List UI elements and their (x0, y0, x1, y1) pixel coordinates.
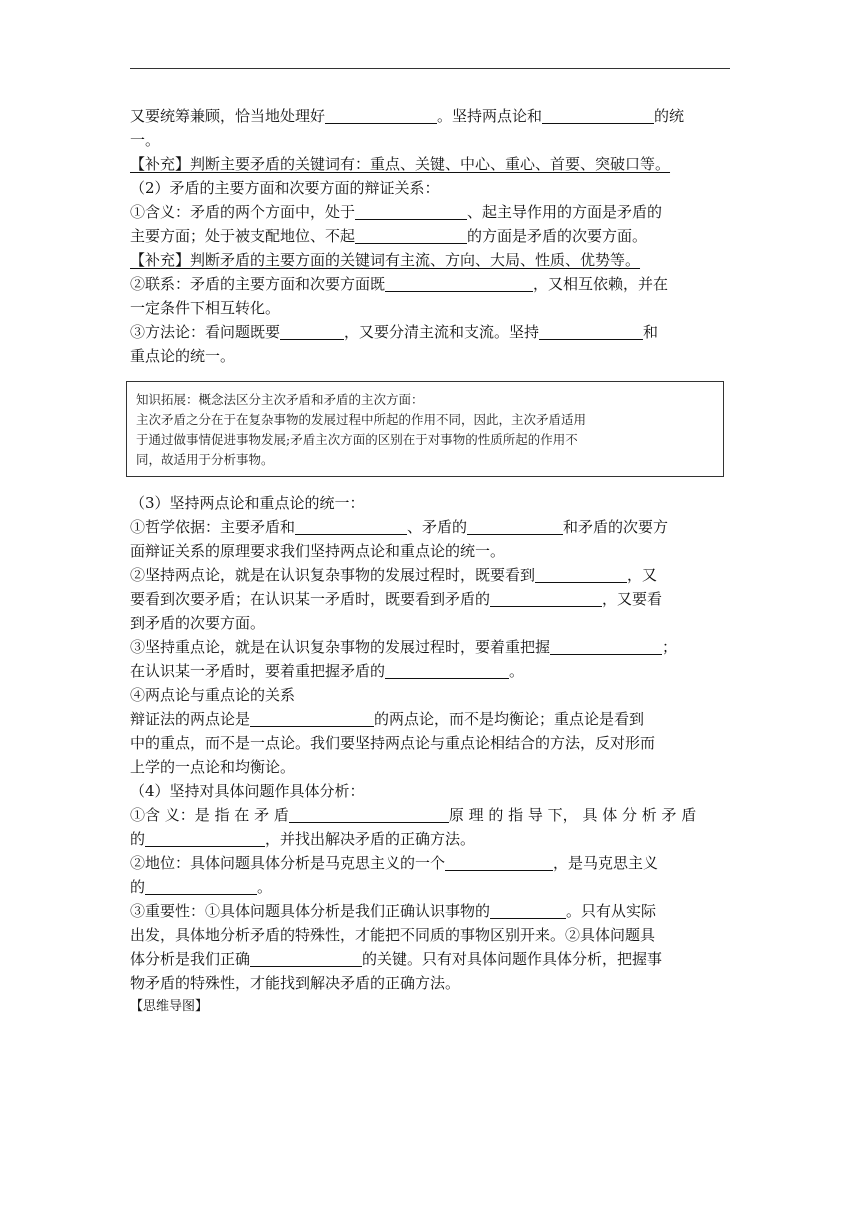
fill-blank[interactable] (385, 274, 533, 292)
fill-blank[interactable] (289, 805, 449, 823)
text-line: 辩证法的两点论是 的两点论，而不是均衡论；重点论是看到 (130, 710, 645, 728)
box-text: 于通过做事情促进事物发展;矛盾主次方面的区别在于对事物的性质所起的作用不 (136, 432, 578, 447)
text-line: ②地位：具体问题具体分析是马克思主义的一个 ，是马克思主义 (130, 854, 659, 872)
fill-blank[interactable] (539, 322, 643, 340)
text-line: 的 。 (130, 878, 273, 896)
text-line (130, 128, 730, 152)
section-heading: （2）矛盾的主要方面和次要方面的辩证关系： (130, 179, 440, 197)
fill-blank[interactable] (445, 853, 553, 871)
text-line: 体分析是我们正确 的关键。只有对具体问题作具体分析，把握事 (130, 950, 663, 968)
fill-blank[interactable] (490, 901, 566, 919)
fill-blank[interactable] (355, 226, 467, 244)
box-text: 主次矛盾之分在于在复杂事物的发展过程中所起的作用不同，因此，主次矛盾适用 (136, 412, 587, 427)
text-line: ①哲学依据：主要矛盾和 、矛盾的 和矛盾的次要方 (130, 518, 669, 536)
supplement-note: 【补充】判断矛盾的主要方面的关键词有主流、方向、大局、性质、优势等。 (130, 251, 641, 269)
mind-map-heading: 【思维导图】 (130, 999, 209, 1014)
text: 一。 (130, 131, 161, 149)
text: 又要统筹兼顾，恰当地处理好 (130, 107, 326, 125)
fill-blank[interactable] (385, 661, 509, 679)
text-line: ①含义：矛盾的两个方面中，处于 、起主导作用的方面是矛盾的 (130, 203, 663, 221)
text-line: 上学的一点论和均衡论。 (130, 758, 296, 776)
fill-blank[interactable] (145, 877, 257, 895)
text-line: 到矛盾的次要方面。 (130, 614, 266, 632)
text-line: ④两点论与重点论的关系 (130, 686, 296, 704)
fill-blank[interactable] (295, 517, 407, 535)
fill-blank[interactable] (535, 565, 627, 583)
text: 的统 (654, 107, 685, 125)
text-line: 面辩证关系的原理要求我们坚持两点论和重点论的统一。 (130, 542, 506, 560)
text-line: 要看到次要矛盾；在认识某一矛盾时，既要看到矛盾的 ，又要看 (130, 590, 663, 608)
text-line: 的 ，并找出解决矛盾的正确方法。 (130, 830, 476, 848)
text-line: 主要方面；处于被支配地位、不起 的方面是矛盾的次要方面。 (130, 227, 648, 245)
section-heading: （4）坚持对具体问题作具体分析： (130, 782, 365, 800)
fill-blank[interactable] (145, 829, 265, 847)
text-line (130, 104, 730, 128)
knowledge-extension-box (126, 381, 724, 477)
text-line: ①含 义：是 指 在 矛 盾 原 理 的 指 导 下， 具 体 分 析 矛 盾 (130, 806, 697, 824)
text-line: ②坚持两点论，就是在认识复杂事物的发展过程时，既要看到 ，又 (130, 566, 658, 584)
text-line: 物矛盾的特殊性，才能找到解决矛盾的正确方法。 (130, 974, 461, 992)
text-line: ③坚持重点论，就是在认识复杂事物的发展过程时，要着重把握 ； (130, 638, 678, 656)
worksheet-content (130, 104, 730, 1019)
text-line: ②联系：矛盾的主要方面和次要方面既 ，又相互依赖，并在 (130, 275, 669, 293)
top-rule (130, 68, 730, 69)
box-text: 同，故适用于分析事物。 (136, 452, 274, 467)
fill-blank[interactable] (355, 202, 467, 220)
fill-blank[interactable] (467, 517, 563, 535)
text-line: 重点论的统一。 (130, 347, 236, 365)
text-line: ③方法论：看问题既要 ，又要分清主流和支流。坚持 和 (130, 323, 659, 341)
text: 。坚持两点论和 (437, 107, 543, 125)
text-line: 在认识某一矛盾时，要着重把握矛盾的 。 (130, 662, 525, 680)
fill-blank[interactable] (325, 106, 437, 124)
supplement-note: 【补充】判断主要矛盾的关键词有：重点、关键、中心、重心、首要、突破口等。 (130, 155, 671, 173)
text-line: 出发，具体地分析矛盾的特殊性，才能把不同质的事物区别开来。②具体问题具 (130, 926, 656, 944)
text-line: 一定条件下相互转化。 (130, 299, 281, 317)
text-line: ③重要性：①具体问题具体分析是我们正确认识事物的 。只有从实际 (130, 902, 657, 920)
fill-blank[interactable] (550, 637, 662, 655)
fill-blank[interactable] (250, 949, 362, 967)
fill-blank[interactable] (542, 106, 654, 124)
fill-blank[interactable] (250, 709, 374, 727)
fill-blank[interactable] (280, 322, 344, 340)
text-line: 中的重点，而不是一点论。我们要坚持两点论与重点论相结合的方法，反对形而 (130, 734, 656, 752)
fill-blank[interactable] (490, 589, 602, 607)
box-title: 知识拓展：概念法区分主次矛盾和矛盾的主次方面： (136, 392, 424, 407)
section-heading: （3）坚持两点论和重点论的统一： (130, 494, 365, 512)
